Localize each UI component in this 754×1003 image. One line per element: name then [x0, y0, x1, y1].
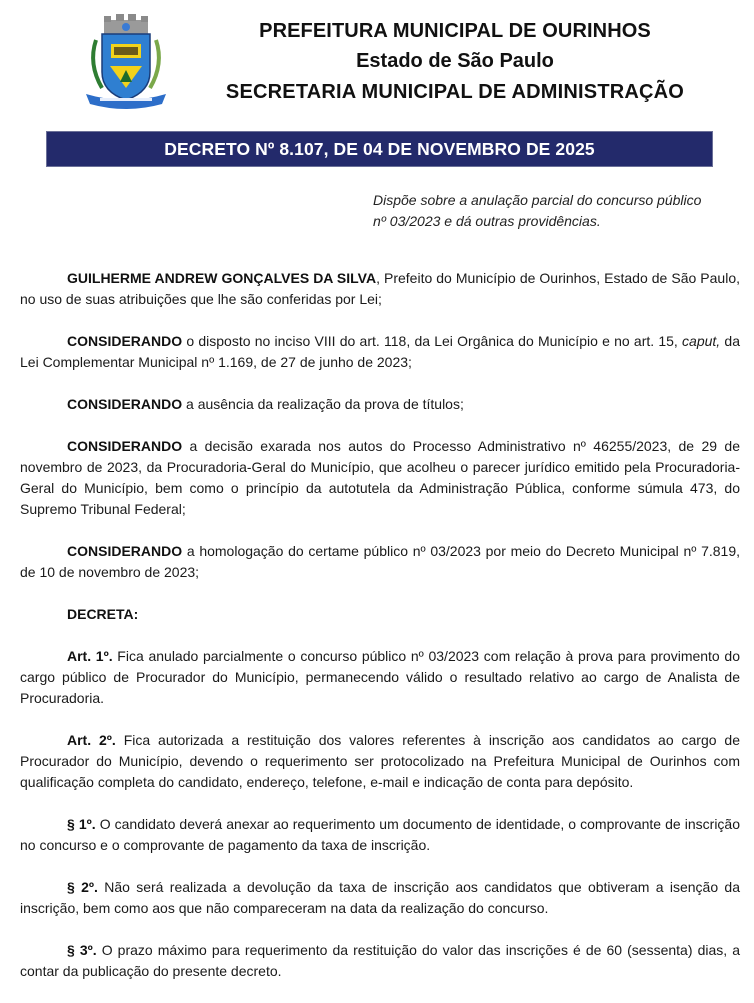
article-1: Art. 1º. Fica anulado parcialmente o concurso público nº 03/2023 com relação à prova para provimento do cargo público de Procurador do Município, permanecendo válido o resultado relativo ao cargo de Analista de Procuradoria.	[20, 648, 740, 706]
header-titles	[185, 16, 725, 108]
paragraph-section-3: § 3º. O prazo máximo para requerimento da restituição do valor das inscrições é de 60 (sessenta) dias, a contar da publicação do presente decreto.	[20, 942, 741, 979]
decreta-heading: DECRETA:	[67, 606, 139, 622]
considering-paragraph-2: CONSIDERANDO a ausência da realização da prova de títulos;	[67, 396, 464, 412]
article-2: Art. 2º. Fica autorizada a restituição dos valores referentes à inscrição aos candidatos ao cargo de Procurador do Município, devendo o requerimento ser protocolizado na Prefeitura Municipal de Ourinhos com qualificação completa do candidato, endereço, telefone, e-mail e indicação de conta para depósito.	[20, 732, 740, 790]
decree-title-banner: DECRETO Nº 8.107, DE 04 DE NOVEMBRO DE 2025	[46, 131, 713, 167]
paragraph-section-2: § 2º. Não será realizada a devolução da taxa de inscrição aos candidatos que obtiveram a isenção da inscrição, bem como aos que não compareceram na data da realização do concurso.	[20, 879, 741, 916]
paragraph-section-1: § 1º. O candidato deverá anexar ao requerimento um documento de identidade, o comprovante de inscrição no concurso e o comprovante de pagamento da taxa de inscrição.	[20, 816, 741, 853]
state-title: Estado de São Paulo	[356, 50, 554, 72]
document-header	[0, 0, 754, 125]
preamble-paragraph: GUILHERME ANDREW GONÇALVES DA SILVA, Prefeito do Município de Ourinhos, Estado de São Paulo, no uso de suas atribuições que lhe são conferidas por Lei;	[20, 270, 740, 307]
summary-line-1: Dispõe sobre a anulação parcial do concurso público	[373, 192, 702, 208]
municipality-title: PREFEITURA MUNICIPAL DE OURINHOS	[259, 20, 651, 42]
decree-summary	[373, 190, 743, 232]
considering-paragraph-1: CONSIDERANDO o disposto no inciso VIII do art. 118, da Lei Orgânica do Município e no art. 15, caput, da Lei Complementar Municipal nº 1.169, de 27 de junho de 2023;	[20, 333, 740, 370]
considering-paragraph-4: CONSIDERANDO a homologação do certame público nº 03/2023 por meio do Decreto Municipal nº 7.819, de 10 de novembro de 2023;	[20, 543, 740, 580]
mayor-name: GUILHERME ANDREW GONÇALVES DA SILVA	[67, 270, 377, 286]
coat-of-arms-icon	[80, 14, 172, 114]
decree-body	[20, 268, 740, 1003]
department-title: SECRETARIA MUNICIPAL DE ADMINISTRAÇÃO	[225, 81, 685, 103]
considering-paragraph-3: CONSIDERANDO a decisão exarada nos autos do Processo Administrativo nº 46255/2023, de 29 de novembro de 2023, da Procuradoria-Geral do Município, que acolheu o parecer jurídico emitido pela Procuradoria-Geral do Município, bem como o princípio da autotutela da Administração Pública, conforme súmula 473, do Supremo Tribunal Federal;	[20, 438, 740, 517]
summary-line-2: nº 03/2023 e dá outras providências.	[373, 213, 601, 229]
